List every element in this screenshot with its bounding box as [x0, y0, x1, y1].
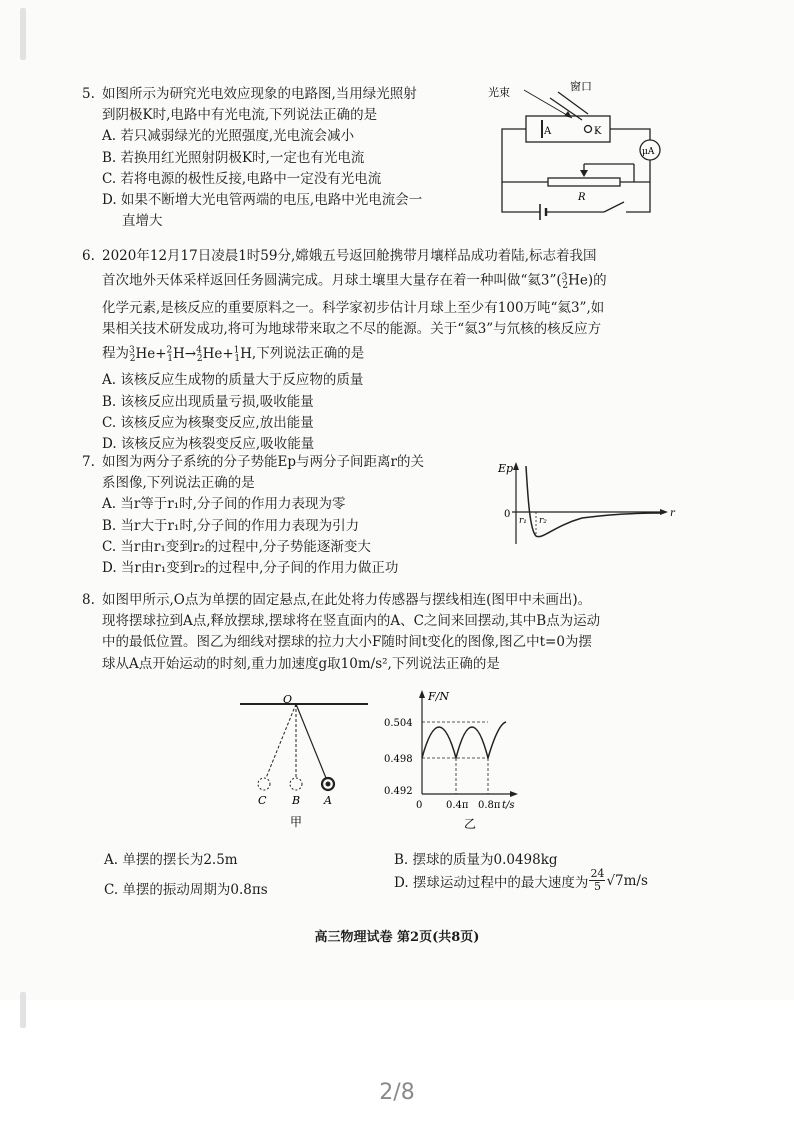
page-footer: 高三物理试卷 第2页(共8页): [314, 930, 480, 945]
rheostat-label: R: [578, 192, 586, 203]
string-c: [266, 704, 296, 778]
helium-symbol: $^3_2$: [561, 272, 569, 292]
scan-edge-mark: [20, 992, 26, 1028]
question-text: 如图为两分子系统的分子势能Ep与两分子间距离r的关: [102, 454, 424, 470]
pendulum-figure: [236, 692, 376, 832]
fraction-numerator: 24: [590, 867, 605, 880]
question-text: 系图像,下列说法正确的是: [102, 475, 255, 492]
question-5: [82, 84, 422, 232]
point-o-label: O: [283, 693, 293, 706]
option-d: D. 当r由r₁变到r₂的过程中,分子间的作用力做正功: [102, 560, 399, 577]
x-tick: 0.8π: [478, 800, 501, 811]
option-a: A. 当r等于r₁时,分子间的作用力表现为零: [102, 496, 346, 513]
point-a-label: A: [324, 794, 332, 807]
question-text: 程为: [102, 345, 129, 362]
question-text: 到阴极K时,电路中有光电流,下列说法正确的是: [102, 107, 378, 124]
question-number: 8.: [82, 592, 95, 608]
page-indicator: 2/8: [379, 1080, 415, 1105]
cathode-label: K: [594, 126, 602, 137]
option-d-continued: 直增大: [122, 213, 163, 230]
option-d-value: √7m/s: [606, 872, 648, 889]
option-d: [394, 868, 648, 893]
string-a: [296, 704, 326, 778]
question-text: ,下列说法正确的是: [251, 345, 365, 362]
nuclear-equation: $^3_2$He+$^2_1$H→$^4_2$He+$^1_1$H: [129, 345, 252, 365]
anode-label: A: [544, 126, 552, 137]
origin-label: 0: [504, 509, 511, 520]
option-a: A. 单摆的摆长为2.5m: [104, 852, 238, 868]
option-d: D. 如果不断增大光电管两端的电压,电路中光电流会一: [102, 192, 423, 209]
question-6: [82, 246, 607, 455]
question-number: 6.: [82, 248, 95, 264]
force-time-graph: [384, 686, 534, 836]
t-axis-label: t/s: [502, 800, 515, 811]
option-c: C. 单摆的振动周期为0.8πs: [104, 882, 268, 898]
beam-label: 光束: [488, 86, 510, 99]
option-a: A. 若只减弱绿光的光照强度,光电流会减小: [102, 128, 355, 145]
x-tick: 0.4π: [446, 800, 469, 811]
question-text: 果相关技术研发成功,将可为地球带来取之不尽的能源。关于“氦3”与氘核的核反应方: [102, 320, 602, 337]
photoelectric-circuit-figure: [484, 78, 694, 228]
potential-energy-graph: [492, 460, 682, 550]
question-number: 5.: [82, 86, 95, 102]
r1-label: r₁: [519, 516, 527, 526]
ep-label: Ep: [498, 462, 514, 475]
option-b: B. 摆球的质量为0.0498kg: [394, 852, 558, 868]
option-c: C. 若将电源的极性反接,电路中一定没有光电流: [102, 170, 382, 187]
y-tick: 0.492: [384, 786, 413, 797]
ep-curve: [526, 466, 662, 537]
force-curve: [422, 722, 506, 758]
f-axis-label: F/N: [428, 690, 449, 703]
fraction: [589, 868, 605, 893]
option-c: C. 当r由r₁变到r₂的过程中,分子势能逐渐变大: [102, 538, 371, 555]
question-text: 如图甲所示,O点为单摆的固定悬点,在此处将力传感器与摆线相连(图甲中未画出)。: [102, 592, 592, 608]
ball-c: [258, 778, 270, 790]
question-text: He)的: [568, 272, 607, 289]
figure-caption-yi: 乙: [464, 817, 477, 831]
question-text: 球从A点开始运动的时刻,重力加速度g取10m/s²,下列说法正确的是: [102, 655, 500, 672]
figure-caption-jia: 甲: [290, 815, 303, 829]
meter-label: μA: [642, 147, 655, 157]
option-a: A. 该核反应生成物的质量大于反应物的质量: [102, 372, 364, 389]
switch: [604, 202, 624, 212]
question-text: 2020年12月17日凌晨1时59分,嫦娥五号返回舱携带月壤样品成功着陆,标志着我国: [102, 248, 597, 264]
option-d-text: D. 摆球运动过程中的最大速度为: [394, 874, 589, 891]
question-7: [82, 452, 424, 579]
point-b-label: B: [292, 794, 301, 807]
r-label: r: [670, 508, 675, 519]
fraction-denominator: 5: [593, 880, 601, 893]
option-b: B. 若换用红光照射阴极K时,一定也有光电流: [102, 149, 365, 166]
point-c-label: C: [258, 794, 267, 807]
window-label: 窗口: [570, 80, 592, 93]
question-text: 中的最低位置。图乙为细线对摆球的拉力大小F随时间t变化的图像,图乙中t=0为摆: [102, 634, 592, 651]
question-text: 化学元素,是核反应的重要原料之一。科学家初步估计月球上至少有100万吨“氦3”,如: [102, 299, 605, 316]
option-c: C. 该核反应为核聚变反应,放出能量: [102, 414, 314, 431]
cathode: [585, 126, 592, 133]
option-d: D. 该核反应为核裂变反应,吸收能量: [102, 436, 315, 452]
question-text: 现将摆球拉到A点,释放摆球,摆球将在竖直面内的A、C之间来回摆动,其中B点为运动: [102, 613, 601, 630]
scan-edge-mark: [20, 8, 26, 60]
option-b: B. 当r大于r₁时,分子间的作用力表现为引力: [102, 517, 360, 534]
ball-b: [290, 778, 302, 790]
question-text: 如图所示为研究光电效应现象的电路图,当用绿光照射: [102, 86, 417, 102]
question-8: [82, 590, 600, 675]
light-beam: [524, 90, 572, 118]
y-tick: 0.498: [384, 754, 413, 765]
question-number: 7.: [82, 454, 95, 470]
y-tick: 0.504: [384, 718, 413, 729]
rheostat: [548, 178, 620, 186]
x-tick: 0: [416, 800, 423, 811]
option-b: B. 该核反应出现质量亏损,吸收能量: [102, 393, 314, 410]
question-text: 首次地外天体采样返回任务圆满完成。月球土壤里大量存在着一种叫做“氦3”(: [102, 272, 562, 289]
r2-label: r₂: [539, 516, 547, 526]
